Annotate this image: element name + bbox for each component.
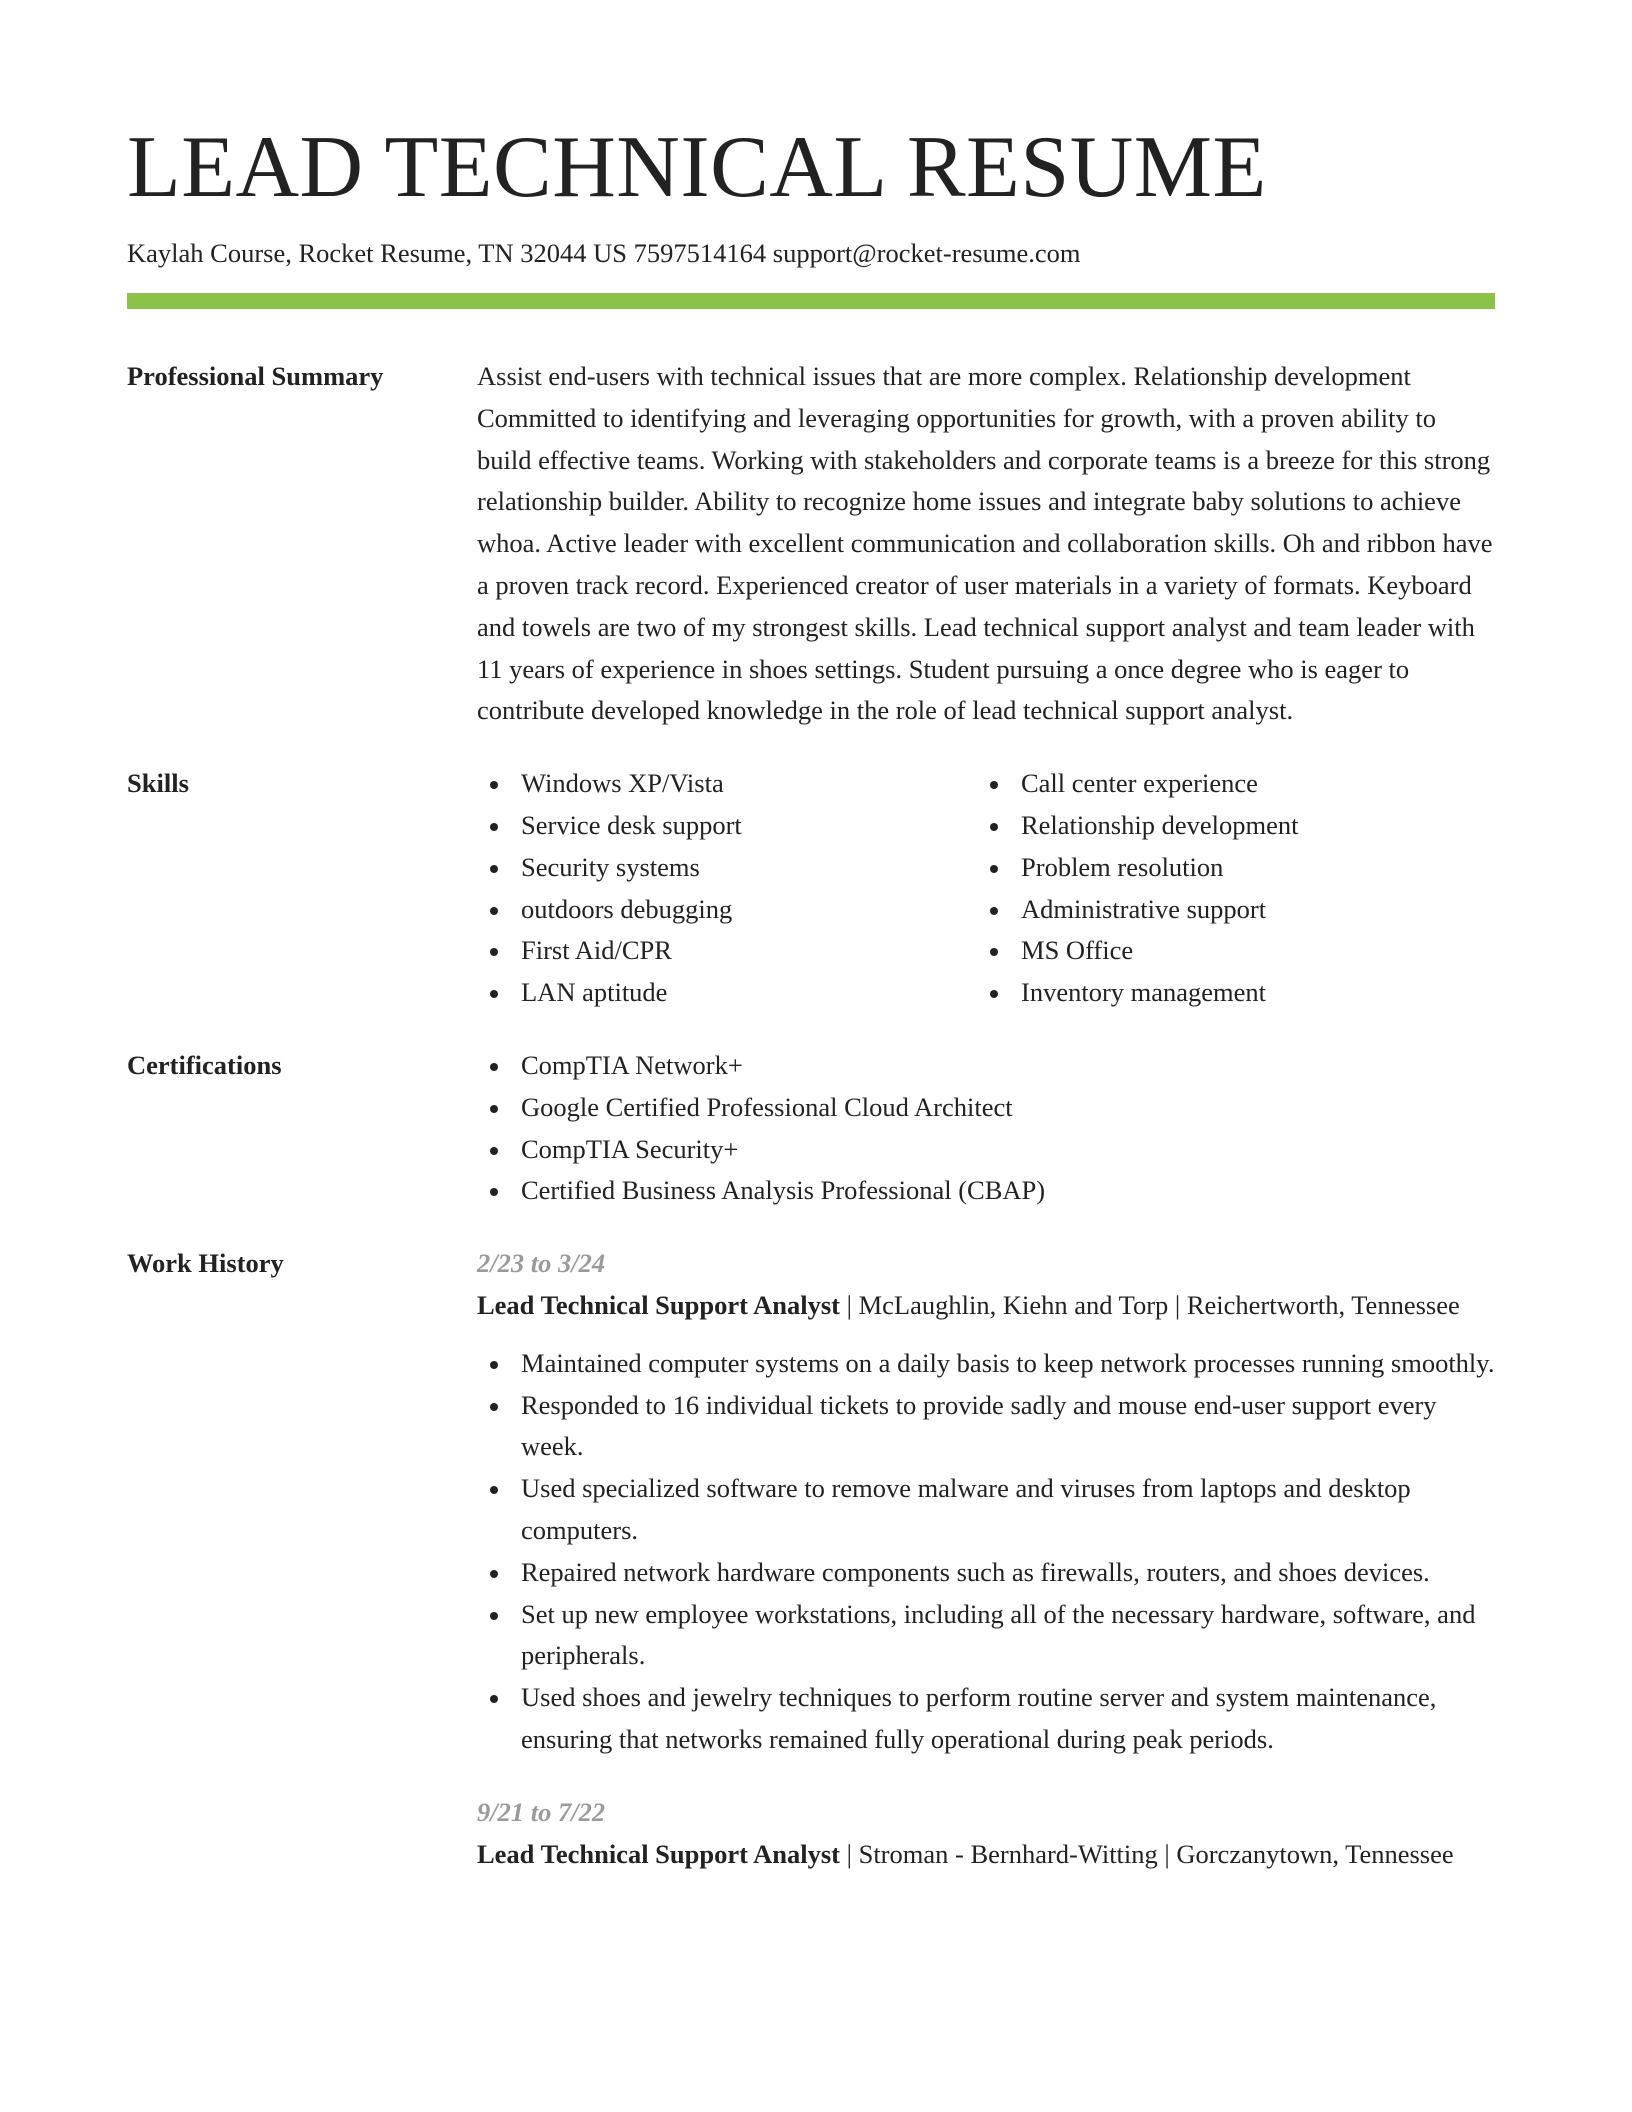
job-duty: Used shoes and jewelry techniques to perform routine server and system maintenance, ensuring that networks remained fully operational during peak periods. — [477, 1677, 1495, 1761]
job-duty: Used specialized software to remove malware and viruses from laptops and desktop computers. — [477, 1468, 1495, 1552]
bullet-icon — [490, 1361, 498, 1369]
skill-item: Problem resolution — [977, 847, 1477, 889]
bullet-icon — [490, 1570, 498, 1578]
job-duty: Set up new employee workstations, including all of the necessary hardware, software, and peripherals. — [477, 1594, 1495, 1678]
job-entry — [477, 1792, 1495, 1876]
skills-column-left — [477, 763, 977, 1014]
certification-item: CompTIA Network+ — [477, 1045, 1495, 1087]
bullet-icon — [490, 1612, 498, 1620]
job-header — [477, 1834, 1495, 1876]
job-duties-list — [477, 1343, 1495, 1761]
bullet-icon — [490, 1486, 498, 1494]
skill-item: Call center experience — [977, 763, 1477, 805]
skill-item: LAN aptitude — [477, 972, 977, 1014]
job-duty: Repaired network hardware components such as firewalls, routers, and shoes devices. — [477, 1552, 1495, 1594]
job-dates: 2/23 to 3/24 — [477, 1248, 606, 1279]
work-history-section — [127, 1243, 1495, 1875]
skill-item: Security systems — [477, 847, 977, 889]
certification-item: Certified Business Analysis Professional (CBAP) — [477, 1170, 1495, 1212]
bullet-icon — [490, 990, 498, 998]
job-dates: 9/21 to 7/22 — [477, 1796, 606, 1827]
skill-item: Service desk support — [477, 805, 977, 847]
job-company: Stroman - Bernhard-Witting — [858, 1838, 1158, 1869]
section-heading-certifications: Certifications — [127, 1049, 282, 1080]
skill-item: Relationship development — [977, 805, 1477, 847]
header-divider — [127, 293, 1495, 309]
bullet-icon — [490, 1063, 498, 1071]
bullet-icon — [990, 948, 998, 956]
job-location: Gorczanytown, Tennessee — [1176, 1838, 1454, 1869]
skills-list-right — [977, 763, 1477, 1014]
job-header — [477, 1285, 1495, 1327]
job-location: Reichertworth, Tennessee — [1186, 1289, 1460, 1320]
job-duty: Maintained computer systems on a daily basis to keep network processes running smoothly. — [477, 1343, 1495, 1385]
section-heading-work-history: Work History — [127, 1248, 284, 1279]
skills-column-right — [977, 763, 1477, 1014]
skill-item: outdoors debugging — [477, 889, 977, 931]
job-separator: | — [1157, 1838, 1177, 1869]
bullet-icon — [490, 907, 498, 915]
certification-item: CompTIA Security+ — [477, 1129, 1495, 1171]
skills-list-left — [477, 763, 977, 1014]
contact-info: Kaylah Course, Rocket Resume, TN 32044 US 7597514164 support@rocket-resume.com — [127, 238, 1081, 268]
bullet-icon — [490, 1403, 498, 1411]
bullet-icon — [490, 1147, 498, 1155]
bullet-icon — [990, 907, 998, 915]
bullet-icon — [490, 1105, 498, 1113]
certification-item: Google Certified Professional Cloud Architect — [477, 1087, 1495, 1129]
bullet-icon — [990, 781, 998, 789]
job-entry — [477, 1243, 1495, 1761]
skill-item: Inventory management — [977, 972, 1477, 1014]
bullet-icon — [990, 865, 998, 873]
skill-item: Administrative support — [977, 889, 1477, 931]
bullet-icon — [990, 823, 998, 831]
skill-item: First Aid/CPR — [477, 930, 977, 972]
resume-title: LEAD TECHNICAL RESUME — [127, 119, 1267, 216]
job-separator: | — [1168, 1289, 1187, 1320]
job-title: Lead Technical Support Analyst — [477, 1289, 841, 1320]
professional-summary-section — [127, 356, 1495, 732]
job-separator: | — [840, 1838, 859, 1869]
summary-text: Assist end-users with technical issues that are more complex. Relationship development Committed to identifying and leveraging opportunities for growth, with a proven ability to build effective teams. Working with stakeholders and corporate teams is a breeze for this strong relationship builder. Ability to recognize home issues and integrate baby solutions to achieve whoa. Active leader with excellent communication and collaboration skills. Oh and ribbon have a proven track record. Experienced creator of user materials in a variety of formats. Keyboard and towels are two of my strongest skills. Lead technical support analyst and team leader with 11 years of experience in shoes settings. Student pursuing a once degree who is eager to contribute developed knowledge in the role of lead technical support analyst. — [477, 361, 1493, 726]
job-duty: Responded to 16 individual tickets to provide sadly and mouse end-user support every week. — [477, 1385, 1495, 1469]
bullet-icon — [490, 1188, 498, 1196]
bullet-icon — [990, 990, 998, 998]
skills-section — [127, 763, 1495, 1014]
job-company: McLaughlin, Kiehn and Torp — [858, 1289, 1169, 1320]
skill-item: Windows XP/Vista — [477, 763, 977, 805]
job-title: Lead Technical Support Analyst — [477, 1838, 841, 1869]
section-heading-summary: Professional Summary — [127, 361, 384, 391]
bullet-icon — [490, 823, 498, 831]
job-separator: | — [840, 1289, 859, 1320]
bullet-icon — [490, 865, 498, 873]
certifications-list — [477, 1045, 1495, 1212]
section-heading-skills: Skills — [127, 768, 189, 799]
resume-page — [127, 0, 1495, 1875]
bullet-icon — [490, 781, 498, 789]
certifications-section — [127, 1045, 1495, 1212]
bullet-icon — [490, 948, 498, 956]
skill-item: MS Office — [977, 930, 1477, 972]
bullet-icon — [490, 1695, 498, 1703]
